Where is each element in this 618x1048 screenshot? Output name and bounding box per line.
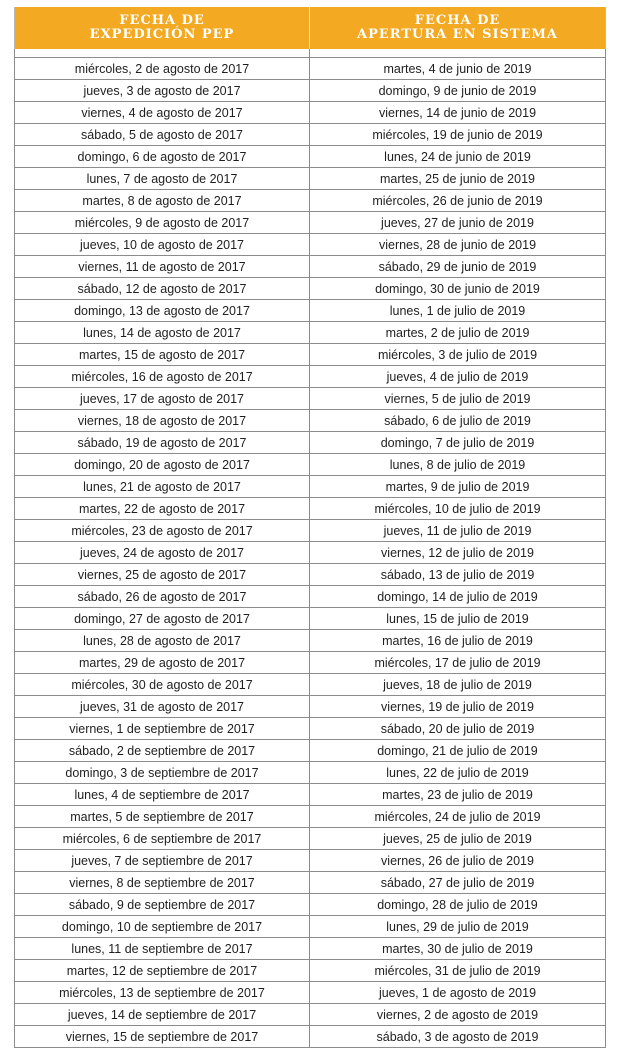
table-row	[15, 806, 606, 828]
table-row	[15, 850, 606, 872]
fecha-apertura-cell: miércoles, 3 de julio de 2019	[310, 344, 606, 366]
fecha-expedicion-cell: martes, 15 de agosto de 2017	[15, 344, 310, 366]
header-apertura-sistema	[310, 7, 606, 49]
header-expedicion-pep	[15, 7, 310, 49]
fecha-apertura-cell: martes, 30 de julio de 2019	[310, 938, 606, 960]
fecha-expedicion-cell: miércoles, 16 de agosto de 2017	[15, 366, 310, 388]
fecha-expedicion-cell: martes, 8 de agosto de 2017	[15, 190, 310, 212]
fecha-apertura-cell: lunes, 22 de julio de 2019	[310, 762, 606, 784]
fecha-expedicion-cell: viernes, 11 de agosto de 2017	[15, 256, 310, 278]
fecha-apertura-cell: domingo, 14 de julio de 2019	[310, 586, 606, 608]
table-row	[15, 1004, 606, 1026]
fecha-apertura-cell: viernes, 19 de julio de 2019	[310, 696, 606, 718]
fecha-expedicion-cell: miércoles, 2 de agosto de 2017	[15, 58, 310, 80]
table-row	[15, 58, 606, 80]
fecha-expedicion-cell: sábado, 12 de agosto de 2017	[15, 278, 310, 300]
fecha-expedicion-cell: sábado, 2 de septiembre de 2017	[15, 740, 310, 762]
table-row	[15, 432, 606, 454]
fecha-expedicion-cell: viernes, 4 de agosto de 2017	[15, 102, 310, 124]
fecha-apertura-cell: viernes, 28 de junio de 2019	[310, 234, 606, 256]
fecha-expedicion-cell: domingo, 10 de septiembre de 2017	[15, 916, 310, 938]
table-row	[15, 740, 606, 762]
table-row	[15, 234, 606, 256]
table-row	[15, 102, 606, 124]
fecha-expedicion-cell: viernes, 18 de agosto de 2017	[15, 410, 310, 432]
fecha-apertura-cell: sábado, 20 de julio de 2019	[310, 718, 606, 740]
fecha-apertura-cell: lunes, 8 de julio de 2019	[310, 454, 606, 476]
table-row	[15, 564, 606, 586]
table-row	[15, 542, 606, 564]
fecha-expedicion-cell: jueves, 10 de agosto de 2017	[15, 234, 310, 256]
fecha-apertura-cell: miércoles, 17 de julio de 2019	[310, 652, 606, 674]
fecha-expedicion-cell: martes, 5 de septiembre de 2017	[15, 806, 310, 828]
fecha-apertura-cell: miércoles, 26 de junio de 2019	[310, 190, 606, 212]
fecha-expedicion-cell: lunes, 21 de agosto de 2017	[15, 476, 310, 498]
table-row	[15, 916, 606, 938]
fecha-apertura-cell: domingo, 7 de julio de 2019	[310, 432, 606, 454]
table-row	[15, 476, 606, 498]
fecha-expedicion-cell: jueves, 17 de agosto de 2017	[15, 388, 310, 410]
fecha-apertura-cell: jueves, 1 de agosto de 2019	[310, 982, 606, 1004]
table-row	[15, 322, 606, 344]
fecha-apertura-cell: sábado, 27 de julio de 2019	[310, 872, 606, 894]
table-row	[15, 696, 606, 718]
table-row	[15, 982, 606, 1004]
fecha-expedicion-cell: lunes, 4 de septiembre de 2017	[15, 784, 310, 806]
fecha-apertura-cell: sábado, 13 de julio de 2019	[310, 564, 606, 586]
spacer-row	[15, 49, 606, 58]
table-row	[15, 124, 606, 146]
fecha-expedicion-cell: viernes, 15 de septiembre de 2017	[15, 1026, 310, 1048]
table-row	[15, 652, 606, 674]
fecha-expedicion-cell: domingo, 13 de agosto de 2017	[15, 300, 310, 322]
fecha-expedicion-cell: martes, 29 de agosto de 2017	[15, 652, 310, 674]
fecha-expedicion-cell: martes, 12 de septiembre de 2017	[15, 960, 310, 982]
fecha-expedicion-cell: jueves, 24 de agosto de 2017	[15, 542, 310, 564]
table-row	[15, 608, 606, 630]
header-col2-line2: APERTURA EN SISTEMA	[356, 27, 558, 42]
fecha-apertura-cell: jueves, 27 de junio de 2019	[310, 212, 606, 234]
fecha-apertura-cell: martes, 23 de julio de 2019	[310, 784, 606, 806]
table-row	[15, 872, 606, 894]
fecha-apertura-cell: jueves, 11 de julio de 2019	[310, 520, 606, 542]
fecha-apertura-cell: viernes, 14 de junio de 2019	[310, 102, 606, 124]
table-row	[15, 630, 606, 652]
table-row	[15, 388, 606, 410]
fecha-expedicion-cell: viernes, 25 de agosto de 2017	[15, 564, 310, 586]
header-col2-line1: FECHA DE	[414, 13, 501, 28]
table-row	[15, 454, 606, 476]
fecha-expedicion-cell: jueves, 14 de septiembre de 2017	[15, 1004, 310, 1026]
table-row	[15, 718, 606, 740]
fecha-expedicion-cell: sábado, 9 de septiembre de 2017	[15, 894, 310, 916]
fecha-apertura-cell: sábado, 29 de junio de 2019	[310, 256, 606, 278]
table-row	[15, 256, 606, 278]
table-row	[15, 410, 606, 432]
table-header	[15, 7, 606, 49]
fecha-apertura-cell: martes, 25 de junio de 2019	[310, 168, 606, 190]
table-row	[15, 168, 606, 190]
fecha-apertura-cell: viernes, 2 de agosto de 2019	[310, 1004, 606, 1026]
fecha-expedicion-cell: miércoles, 13 de septiembre de 2017	[15, 982, 310, 1004]
fecha-apertura-cell: martes, 4 de junio de 2019	[310, 58, 606, 80]
table-row	[15, 278, 606, 300]
table-row	[15, 344, 606, 366]
fecha-apertura-cell: domingo, 28 de julio de 2019	[310, 894, 606, 916]
table-body	[15, 49, 606, 1048]
fecha-apertura-cell: miércoles, 31 de julio de 2019	[310, 960, 606, 982]
fecha-apertura-cell: sábado, 3 de agosto de 2019	[310, 1026, 606, 1048]
dates-table	[14, 7, 606, 1048]
fecha-apertura-cell: miércoles, 10 de julio de 2019	[310, 498, 606, 520]
table-row	[15, 498, 606, 520]
fecha-expedicion-cell: domingo, 20 de agosto de 2017	[15, 454, 310, 476]
fecha-apertura-cell: martes, 2 de julio de 2019	[310, 322, 606, 344]
table-row	[15, 1026, 606, 1048]
fecha-apertura-cell: lunes, 29 de julio de 2019	[310, 916, 606, 938]
fecha-expedicion-cell: lunes, 28 de agosto de 2017	[15, 630, 310, 652]
table-row	[15, 762, 606, 784]
fecha-expedicion-cell: martes, 22 de agosto de 2017	[15, 498, 310, 520]
fecha-apertura-cell: viernes, 26 de julio de 2019	[310, 850, 606, 872]
fecha-apertura-cell: miércoles, 19 de junio de 2019	[310, 124, 606, 146]
fecha-expedicion-cell: miércoles, 30 de agosto de 2017	[15, 674, 310, 696]
fecha-expedicion-cell: lunes, 14 de agosto de 2017	[15, 322, 310, 344]
table-row	[15, 784, 606, 806]
fecha-apertura-cell: domingo, 30 de junio de 2019	[310, 278, 606, 300]
fecha-apertura-cell: martes, 16 de julio de 2019	[310, 630, 606, 652]
fecha-apertura-cell: lunes, 1 de julio de 2019	[310, 300, 606, 322]
table-row	[15, 828, 606, 850]
fecha-apertura-cell: viernes, 5 de julio de 2019	[310, 388, 606, 410]
fecha-apertura-cell: sábado, 6 de julio de 2019	[310, 410, 606, 432]
table-row	[15, 300, 606, 322]
fecha-expedicion-cell: viernes, 1 de septiembre de 2017	[15, 718, 310, 740]
fecha-expedicion-cell: miércoles, 6 de septiembre de 2017	[15, 828, 310, 850]
fecha-expedicion-cell: domingo, 6 de agosto de 2017	[15, 146, 310, 168]
table-row	[15, 960, 606, 982]
fecha-expedicion-cell: miércoles, 23 de agosto de 2017	[15, 520, 310, 542]
fecha-expedicion-cell: viernes, 8 de septiembre de 2017	[15, 872, 310, 894]
header-row	[15, 7, 606, 49]
fecha-apertura-cell: jueves, 18 de julio de 2019	[310, 674, 606, 696]
fecha-apertura-cell: lunes, 24 de junio de 2019	[310, 146, 606, 168]
fecha-apertura-cell: jueves, 25 de julio de 2019	[310, 828, 606, 850]
fecha-apertura-cell: domingo, 9 de junio de 2019	[310, 80, 606, 102]
table-row	[15, 520, 606, 542]
fecha-expedicion-cell: domingo, 3 de septiembre de 2017	[15, 762, 310, 784]
fecha-apertura-cell: viernes, 12 de julio de 2019	[310, 542, 606, 564]
header-col1-line2: EXPEDICIÓN PEP	[89, 27, 235, 42]
fecha-expedicion-cell: jueves, 7 de septiembre de 2017	[15, 850, 310, 872]
table-row	[15, 938, 606, 960]
fecha-apertura-cell: jueves, 4 de julio de 2019	[310, 366, 606, 388]
table-row	[15, 212, 606, 234]
fecha-apertura-cell: domingo, 21 de julio de 2019	[310, 740, 606, 762]
fecha-expedicion-cell: jueves, 31 de agosto de 2017	[15, 696, 310, 718]
fecha-apertura-cell: miércoles, 24 de julio de 2019	[310, 806, 606, 828]
header-col1-line1: FECHA DE	[119, 13, 205, 28]
fecha-expedicion-cell: lunes, 11 de septiembre de 2017	[15, 938, 310, 960]
table-row	[15, 80, 606, 102]
table-row	[15, 894, 606, 916]
fecha-expedicion-cell: domingo, 27 de agosto de 2017	[15, 608, 310, 630]
fecha-expedicion-cell: sábado, 19 de agosto de 2017	[15, 432, 310, 454]
fecha-expedicion-cell: miércoles, 9 de agosto de 2017	[15, 212, 310, 234]
table-row	[15, 586, 606, 608]
fecha-expedicion-cell: sábado, 26 de agosto de 2017	[15, 586, 310, 608]
table-row	[15, 366, 606, 388]
table-row	[15, 146, 606, 168]
fecha-expedicion-cell: jueves, 3 de agosto de 2017	[15, 80, 310, 102]
table-row	[15, 674, 606, 696]
fecha-apertura-cell: martes, 9 de julio de 2019	[310, 476, 606, 498]
dates-table-container	[14, 7, 605, 1048]
fecha-apertura-cell: lunes, 15 de julio de 2019	[310, 608, 606, 630]
table-row	[15, 190, 606, 212]
fecha-expedicion-cell: lunes, 7 de agosto de 2017	[15, 168, 310, 190]
fecha-expedicion-cell: sábado, 5 de agosto de 2017	[15, 124, 310, 146]
